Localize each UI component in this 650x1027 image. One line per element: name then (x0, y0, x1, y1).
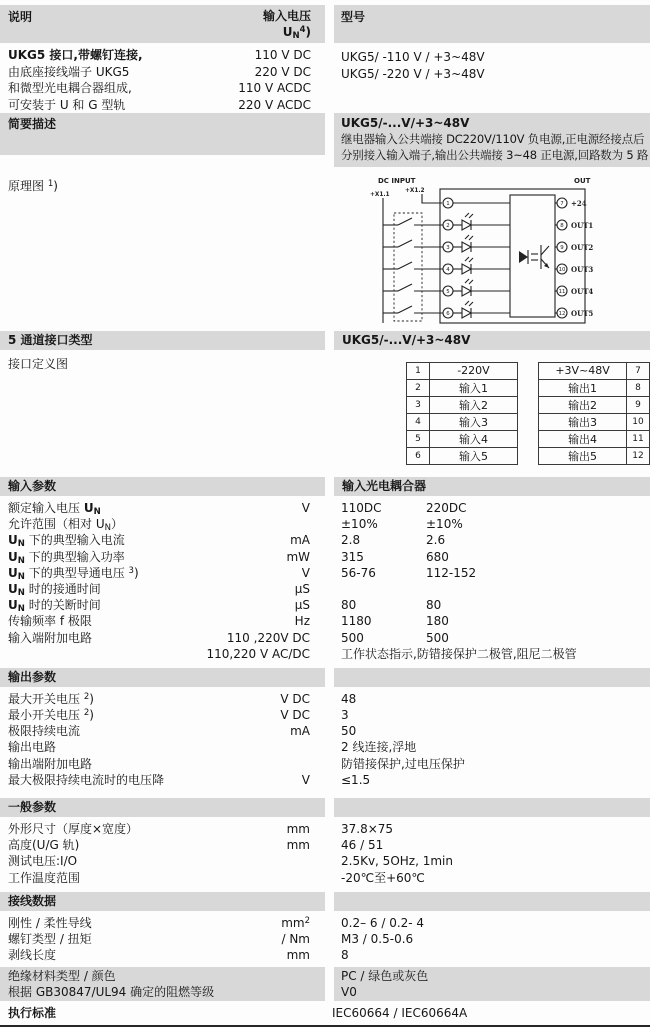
general-params-header-row (0, 798, 650, 817)
param-row (0, 549, 650, 565)
pin-label: 输入1 (430, 379, 518, 396)
pin-label: 输入3 (430, 413, 518, 430)
terminal-number: 2 (446, 223, 450, 230)
pin-number: 6 (407, 447, 430, 464)
model-list (334, 47, 650, 113)
pin-row (407, 447, 518, 464)
param-unit: mm (286, 838, 310, 853)
param-value-span: 2 线连接,浮地 (341, 740, 417, 755)
param-value-span: 8 (341, 948, 349, 963)
insulation-labels (0, 967, 325, 1001)
param-value-1: 56-76 (341, 565, 376, 580)
pin-label: 输出3 (539, 413, 627, 430)
interface-type-title: UKG5/-...V/+3~48V (342, 333, 471, 347)
un-notation: $U_N^4$) (282, 25, 311, 41)
legend-value: 110 V DC (254, 48, 311, 62)
pin-number: 2 (407, 379, 430, 396)
insulation-values (334, 967, 650, 1001)
schematic-label: 原理图 $^1$) (8, 179, 58, 193)
output-params-title: 输出参数 (8, 669, 57, 684)
brief-box-line: 继电器输入公共端接 DC220V/110V 负电源,正电源经接点后 (341, 132, 645, 146)
interface-section-bar (0, 331, 325, 350)
top-content-row (0, 43, 650, 113)
param-label: 工作温度范围 (8, 870, 81, 885)
pin-table-left (406, 362, 518, 465)
out-label: OUT (574, 177, 591, 185)
terminal-number: 6 (446, 311, 450, 318)
pin-label: 输出1 (539, 379, 627, 396)
param-label: 螺钉类型 / 扭矩 (8, 931, 92, 946)
brief-description-box (334, 113, 650, 167)
output-label: OUT1 (571, 221, 594, 230)
pin-label: 输出4 (539, 430, 627, 447)
pin-label: -220V (430, 363, 518, 380)
general-params-bar-right (334, 798, 650, 817)
param-row (0, 947, 650, 963)
param-label (0, 646, 207, 662)
param-value-span: 防错接保护,过电压保护 (341, 756, 465, 771)
legend-row (0, 47, 325, 64)
param-row (0, 597, 650, 613)
pin-number: 12 (626, 447, 649, 464)
input-optocoupler-title: 输入光电耦合器 (342, 479, 427, 493)
param-value-1: 110DC (341, 501, 382, 515)
terminal-number: 7 (560, 201, 564, 208)
param-row (0, 691, 650, 707)
output-label: OUT2 (571, 243, 594, 252)
top-header-row (0, 5, 650, 43)
param-label: 高度(U/G 轨) (8, 838, 80, 853)
brief-title: 简要描述 (8, 117, 57, 131)
pin-row (539, 430, 650, 447)
output-label: OUT4 (571, 287, 594, 296)
wiring-bar-right (334, 892, 650, 911)
param-unit: V DC (280, 708, 310, 723)
param-value-2: 220DC (426, 501, 467, 515)
output-params-bar (0, 668, 325, 687)
param-value-span: 0.2– 6 / 0.2- 4 (341, 915, 425, 930)
pin-label: 输入2 (430, 396, 518, 413)
pin-row (539, 396, 650, 413)
param-row (0, 723, 650, 739)
input-optocoupler-bar (334, 477, 650, 496)
schematic-figure (334, 167, 650, 331)
channel-row (383, 257, 593, 274)
output-label: OUT5 (571, 309, 594, 318)
legend-rows (0, 47, 325, 113)
legend-value: 110 V ACDC (238, 81, 311, 95)
terminal-number: 11 (558, 289, 566, 296)
param-unit: V (301, 501, 310, 515)
pin-number: 4 (407, 413, 430, 430)
param-unit: $mm^2$ (281, 915, 310, 930)
param-value-2: 680 (426, 549, 449, 564)
legend-row (0, 97, 325, 114)
interface-content-row (0, 350, 650, 477)
dc-input-label: DC INPUT (378, 177, 416, 185)
pin-number: 8 (626, 379, 649, 396)
param-value-1: 80 (341, 598, 357, 613)
param-label: 外形尺寸（厚度×宽度） (8, 822, 139, 836)
pin-table-right (538, 362, 650, 465)
interface-caption: 接口定义图 (8, 357, 69, 371)
param-unit: Hz (294, 614, 310, 629)
schematic-row (0, 167, 650, 331)
param-row (0, 853, 650, 869)
interface-section-title: 5 通道接口类型 (8, 333, 93, 347)
param-row (0, 532, 650, 548)
param-row (0, 837, 650, 853)
legend-header-bar (0, 5, 325, 43)
bus-label-2: +X1.2 (405, 188, 425, 194)
legend-value: 220 V DC (254, 64, 311, 79)
param-label: $U_N$ 时的关断时间 (8, 598, 101, 615)
param-value-span: 46 / 51 (341, 838, 384, 853)
param-label: 允许范围（相对 $U_N$） (8, 517, 123, 534)
channel-row (383, 235, 593, 252)
input-params-header-row (0, 477, 650, 496)
model-item: UKG5/ -110 V / +3~48V (341, 50, 485, 64)
param-value-1: 500 (341, 630, 364, 645)
pin-number: 5 (407, 430, 430, 447)
interface-type-bar (334, 331, 650, 350)
legend-title: 说明 (8, 10, 33, 24)
pin-label: 输入4 (430, 430, 518, 447)
wiring-bar (0, 892, 325, 911)
pin-definition-tables (406, 362, 650, 465)
param-value-1: 315 (341, 549, 364, 564)
param-value-1: ±10% (341, 517, 378, 532)
terminal-number: 3 (446, 245, 450, 252)
param-row (0, 756, 650, 772)
legend-label: 可安装于 U 和 G 型轨 (8, 97, 126, 112)
models-header-bar (334, 5, 650, 43)
param-unit (310, 870, 325, 886)
param-label: 剥线长度 (8, 948, 57, 963)
pin-row (407, 379, 518, 396)
terminal-number: 4 (446, 267, 450, 274)
param-row (0, 565, 650, 581)
param-row (0, 915, 650, 931)
insulation-label: 根据 GB30847/UL94 确定的阻燃等级 (8, 985, 215, 1000)
param-label: $U_N$ 下的典型输入功率 (8, 549, 125, 566)
bus-label: +X1.1 (370, 192, 390, 198)
pin-number: 9 (626, 396, 649, 413)
param-label: 输出端附加电路 (8, 756, 93, 771)
param-row (0, 739, 650, 755)
param-value-span: 50 (341, 724, 357, 739)
terminal-number: 12 (558, 311, 566, 318)
param-value-1: 2.8 (341, 533, 361, 548)
pin-number: 7 (626, 363, 649, 380)
pin-row (539, 363, 650, 380)
param-unit (310, 853, 325, 869)
pin-label: +3V~48V (539, 363, 627, 380)
param-row (0, 630, 650, 646)
param-value-1: 1180 (341, 614, 372, 629)
pin-row (407, 413, 518, 430)
param-row (0, 821, 650, 837)
insulation-value: PC / 绿色或灰色 (341, 969, 429, 984)
legend-label: 和微型光电耦合器组成, (8, 81, 132, 95)
input-voltage-label: 输入电压 (262, 9, 311, 23)
param-row (0, 613, 650, 629)
terminal-number: 8 (560, 223, 564, 230)
param-value-span: 37.8×75 (341, 822, 394, 836)
param-unit: mm (286, 948, 310, 963)
param-value-span: -20℃至+60℃ (341, 870, 425, 885)
channel-row (383, 301, 593, 318)
output-label: +24 (571, 199, 587, 208)
insulation-value: V0 (341, 985, 357, 1000)
param-unit: mA (290, 533, 310, 548)
param-label: 额定输入电压 $U_N$ (8, 501, 101, 517)
param-row (0, 772, 650, 788)
param-row (0, 646, 650, 662)
general-params-bar (0, 798, 325, 817)
legend-row (0, 64, 325, 81)
wiring-header-row (0, 892, 650, 911)
param-label: $U_N$ 下的典型导通电压 $^3$) (8, 565, 139, 582)
input-voltage-column-head (263, 8, 311, 43)
param-value-span: M3 / 0.5-0.6 (341, 931, 414, 946)
param-unit: µS (294, 581, 310, 596)
insulation-label: 绝缘材料类型 / 颜色 (8, 969, 116, 984)
param-label: 传输频率 f 极限 (8, 614, 92, 629)
terminal-number: 1 (446, 201, 450, 208)
pin-row (539, 447, 650, 464)
brief-box-title: UKG5/-...V/+3~48V (341, 116, 470, 130)
param-unit: 110,220 V AC/DC (206, 646, 310, 661)
param-label: $U_N$ 时的接通时间 (8, 581, 101, 598)
param-unit: µS (294, 598, 310, 613)
param-label: 最大开关电压 $^2$) (8, 691, 94, 706)
param-unit (310, 756, 325, 772)
legend-value: 220 V ACDC (238, 97, 311, 112)
param-value-2: 112-152 (426, 565, 477, 580)
input-params-title: 输入参数 (8, 479, 57, 493)
pin-row (539, 413, 650, 430)
param-row (0, 931, 650, 947)
param-value-span: 2.5Kv, 5OHz, 1min (341, 854, 453, 869)
param-unit: V DC (280, 691, 310, 706)
param-label: 输入端附加电路 (8, 630, 93, 645)
param-label: 极限持续电流 (8, 724, 81, 739)
pin-number: 11 (626, 430, 649, 447)
param-unit: mA (290, 724, 310, 739)
param-unit: / Nm (281, 931, 310, 946)
param-label: 刚性 / 柔性导线 (8, 915, 92, 930)
output-params-header-row (0, 668, 650, 687)
param-label: 输出电路 (8, 740, 57, 755)
pin-label: 输出5 (539, 447, 627, 464)
pin-number: 3 (407, 396, 430, 413)
pin-row (539, 379, 650, 396)
pin-row (407, 396, 518, 413)
standards-value: IEC60664 / IEC60664A (332, 1006, 468, 1021)
pin-label: 输入5 (430, 447, 518, 464)
param-unit (310, 739, 325, 755)
param-unit: mm (286, 822, 310, 836)
general-params-title: 一般参数 (8, 800, 57, 814)
param-value-span: 工作状态指示,防错接保护二极管,阻尼二极管 (341, 646, 577, 661)
param-value-span: ≤1.5 (341, 772, 371, 787)
legend-label: 由底座接线端子 UKG5 (8, 64, 130, 79)
param-label: 最大极限持续电流时的电压降 (8, 772, 165, 787)
param-unit (310, 516, 325, 532)
output-params-bar-right (334, 668, 650, 687)
pin-label: 输出2 (539, 396, 627, 413)
channel-row (443, 198, 587, 208)
param-unit: mW (286, 549, 310, 564)
channel-row (383, 279, 593, 296)
circuit-diagram (370, 173, 610, 325)
model-item: UKG5/ -220 V / +3~48V (341, 67, 485, 81)
terminal-number: 10 (558, 267, 566, 274)
param-row (0, 500, 650, 516)
terminal-number: 5 (446, 289, 450, 296)
param-label: 测试电压:I/O (8, 854, 78, 869)
legend-row (0, 80, 325, 97)
channel-row (383, 213, 593, 230)
brief-box-line: 分别接入输入端子,输出公共端接 3~48 正电源,回路数为 5 路 (341, 148, 649, 162)
param-value-2: 80 (426, 598, 442, 613)
param-row (0, 870, 650, 886)
param-row (0, 707, 650, 723)
pin-number: 1 (407, 363, 430, 380)
param-label: 最小开关电压 $^2$) (8, 708, 94, 723)
pin-row (407, 363, 518, 380)
insulation-row (0, 967, 650, 1001)
param-value-span: 48 (341, 691, 357, 706)
wiring-title: 接线数据 (8, 893, 57, 908)
input-params-bar (0, 477, 325, 496)
models-title: 型号 (341, 10, 366, 24)
param-label: $U_N$ 下的典型输入电流 (8, 533, 125, 550)
param-value-2: 500 (426, 630, 449, 645)
brief-header-bar (0, 113, 325, 155)
param-unit: 110 ,220V DC (226, 630, 310, 645)
output-label: OUT3 (571, 265, 594, 274)
param-value-2: ±10% (426, 517, 463, 532)
standards-section (0, 1003, 650, 1027)
param-row (0, 581, 650, 597)
param-value-span: 3 (341, 708, 349, 723)
param-unit: V (301, 565, 310, 580)
param-value-2: 2.6 (426, 533, 446, 548)
optocoupler-symbol (519, 245, 549, 269)
param-value-2: 180 (426, 614, 449, 629)
interface-header-row (0, 331, 650, 350)
pin-number: 10 (626, 413, 649, 430)
terminal-number: 9 (560, 245, 564, 252)
pin-row (407, 430, 518, 447)
brief-row (0, 113, 650, 167)
param-row (0, 516, 650, 532)
param-unit: V (301, 772, 310, 787)
legend-label: UKG5 接口,带螺钉连接, (8, 48, 143, 62)
standards-title: 执行标准 (8, 1006, 57, 1021)
